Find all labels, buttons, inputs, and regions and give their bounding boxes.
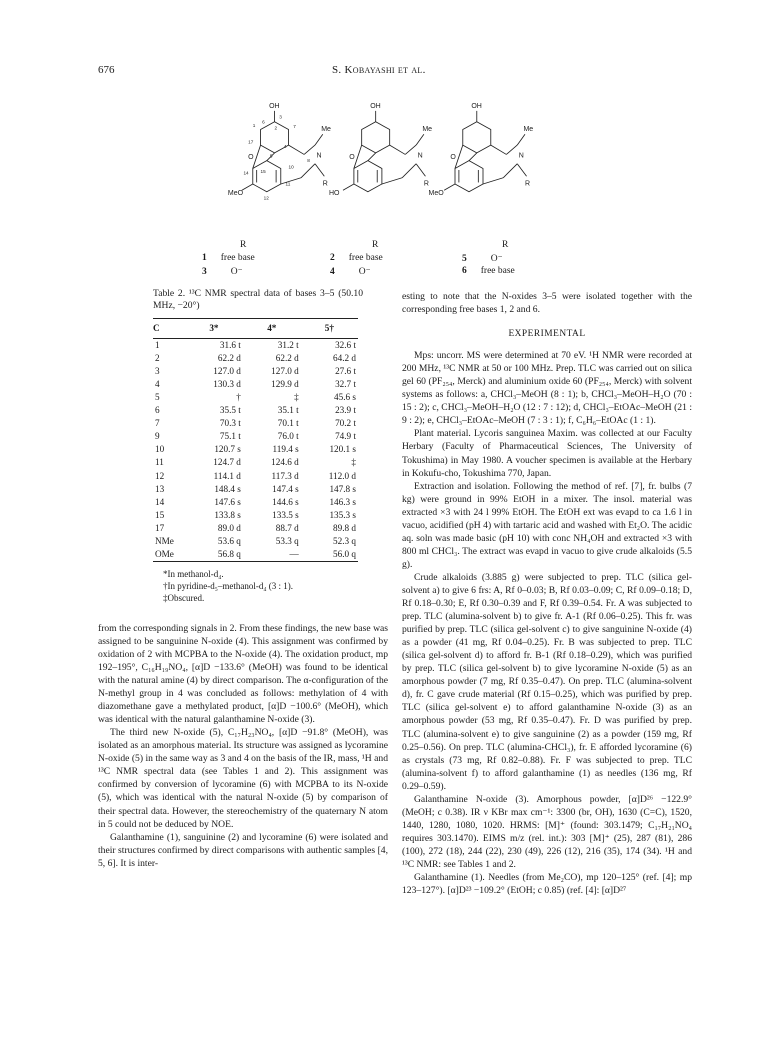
svg-text:11: 11 (285, 181, 291, 187)
table-row (153, 417, 358, 430)
table-row (153, 470, 358, 483)
table-cell: — (243, 548, 301, 562)
table-row (153, 352, 358, 365)
table-cell: 35.1 t (277, 405, 299, 416)
table-header: 3* (185, 319, 243, 339)
body-paragraph: Mps: uncorr. MS were determined at 70 eV. ¹H NMR were recorded at 200 MHz, ¹³C NMR at 50 or 100 MHz. Prep. TLC was carried out on silica gel 60 (PF₂₅₄, Merck) and aluminium oxide 60 (PF₂₅₄, Merck) with solvent systems as follows: a, CHCl₃–MeOH (8 : 1); b, CHCl₃–MeOH–H₂O (70 : 15 : 2); c, CHCl₃–MeOH–H₂O (12 : 7 : 12); d, CHCl₃–EtOAc–MeOH (21 : 9 : 2); e, CHCl₃–EtOAc–MeOH (7 : 3 : 1); f, C₆H₆–EtOAc (1 : 1). (402, 350, 692, 427)
table-footnotes (153, 568, 363, 604)
atom-label-n: N (316, 152, 322, 160)
atom-label-meo: MeO (227, 189, 244, 197)
table-cell: 70.1 t (277, 418, 299, 429)
table-cell: 12 (155, 470, 165, 481)
table-cell: 148.4 s (214, 483, 241, 494)
table-cell: 119.4 s (272, 444, 299, 455)
body-paragraph: Galanthamine (1). Needles (from Me₂CO), mp 120–125° (ref. [4]; mp 123–127°). [α]D²³ −109.2° (EtOH; c 0.85) (ref. [4]: [α]D²⁷ (402, 872, 692, 897)
body-paragraph: Crude alkaloids (3.885 g) were subjected to prep. TLC (silica gel-solvent a) to give 6 frs: A, Rf 0–0.03; B, Rf 0.03–0.09; C, Rf 0.09–0.18; D, Rf 0.18–0.30; E, Rf 0.30–0.39 and F, Rf 0.39–0.54. Fr. A was subjected to prep. TLC (alumina-solvent b) to give fr. A-1 (Rf 0.06–0.25). This fr. was purified by prep. TLC (silica gel-solvent c) to give sanguinine N-oxide (4) as a powder (41 mg, Rf 0.04–0.25). Fr. B was subjected to prep. TLC (silica gel-solvent d) to afford fr. B-1 (Rf 0.18–0.29), which was purified by prep. TLC (silica gel-solvent b) to give lycoramine N-oxide (5) as an amorphous powder (7 mg, Rf 0.35–0.47). On prep. TLC (alumina-solvent d), fr. C gave crude material (Rf 0.15–0.25), which was purified by prep. TLC (silica gel-solvent e) to afford galanthamine N-oxide (3) as an amorphous powder (53 mg, Rf 0.35–0.47). Fr. D was purified by prep. TLC (alumina-solvent e) to give sanguinine (2) as a powder (159 mg, Rf 0.25–0.56). On prep. TLC (alumina-CHCl₃), fr. E afforded lycoramine (6) as crystals (73 mg, Rf 0.82–0.88). Fr. F was subjected to prep. TLC (alumina-solvent f) to afford galanthamine (1) as needles (136 mg, Rf 0.29–0.59). (402, 571, 692, 792)
table-cell: 45.6 s (334, 392, 356, 403)
table-row (153, 456, 358, 469)
table-cell: † (236, 392, 241, 403)
atom-label-o: O (248, 154, 254, 162)
table-row (153, 496, 358, 509)
table-cell: 144.6 s (272, 496, 299, 507)
table-cell: 70.3 t (219, 418, 241, 429)
table-cell: 15 (155, 509, 165, 520)
svg-text:2: 2 (274, 125, 278, 131)
table-cell: 53.6 q (217, 535, 241, 546)
svg-text:8: 8 (307, 158, 310, 164)
svg-text:6: 6 (262, 119, 265, 125)
table-cell: 74.9 t (335, 431, 356, 442)
compound-label-3: 3 O⁻ (202, 267, 243, 277)
table-header: C (153, 319, 185, 339)
atom-label-meo: MeO (428, 189, 444, 197)
table-cell: 62.2 d (275, 353, 299, 364)
table-cell: 133.8 s (214, 509, 241, 520)
table-cell: NMe (155, 535, 174, 546)
atom-label-r: R (525, 180, 531, 188)
table-body (153, 339, 358, 562)
table-cell: ‡ (294, 392, 299, 403)
body-paragraph: from the corresponding signals in 2. From these findings, the new base was assigned to be sanguinine N-oxide (4). This assignment was confirmed by oxidation of 2 with MCPBA to the N-oxide (4). The oxidation product, mp 192–195°, C₁₆H₁₉NO₄, [α]D −133.6° (MeOH) was found to be identical with the natural amine (4) by direct comparison. The α-configuration of the N-methyl group in 4 was concluded as follows: methylation of 4 with diazomethane gave a methylated product, [α]D −100.6° (MeOH), which was identical with the natural galanthamine N-oxide (3). (98, 622, 388, 726)
table-cell: 147.4 s (272, 483, 299, 494)
atom-label-ho: HO (329, 189, 340, 197)
atom-label-r: R (322, 180, 328, 188)
structure-2-r: R (372, 240, 379, 250)
table-cell: 10 (155, 444, 165, 455)
chemical-structures-figure (185, 100, 585, 240)
table-cell: 11 (155, 457, 164, 468)
table-cell: 13 (155, 483, 165, 494)
table-caption: Table 2. ¹³C NMR spectral data of bases 3–5 (50.10 MHz, −20°) (153, 288, 363, 311)
table-cell: 76.0 t (277, 431, 299, 442)
table-cell: 124.7 d (213, 457, 241, 468)
section-heading: EXPERIMENTAL (508, 329, 586, 340)
compound-label-2: 2 free base (330, 253, 383, 263)
table-cell: 6 (155, 405, 160, 416)
table-cell: 89.0 d (217, 522, 241, 533)
left-column (98, 288, 388, 870)
table-row (153, 339, 358, 353)
atom-label-oh: OH (370, 102, 381, 110)
svg-text:15: 15 (260, 169, 266, 175)
table-cell: 31.6 t (219, 340, 241, 351)
table-cell: 89.8 d (333, 522, 356, 533)
body-paragraph: Galanthamine N-oxide (3). Amorphous powder, [α]D²⁶ −122.9° (MeOH; c 0.38). IR ν KBr max cm⁻¹: 3300 (br, OH), 1630 (C=C), 1520, 1440, 1280, 1080, 1020. HRMS: [M]⁺ (found: 303.1479; C₁₇H₂₁NO₄ requires 303.1470). EIMS m/z (rel. int.): 303 [M]⁺ (25), 287 (81), 286 (100), 272 (18), 244 (22), 230 (49), 226 (12), 216 (35), 174 (34). ¹H and ¹³C NMR: see Tables 1 and 2. (402, 793, 692, 870)
table-cell: 2 (155, 353, 160, 364)
table-row (153, 443, 358, 456)
svg-text:10: 10 (288, 164, 294, 170)
running-title: S. Kobayashi et al. (332, 64, 426, 76)
table-cell: 35.5 t (219, 405, 241, 416)
structure-1-r: R (240, 240, 247, 250)
table-cell: 1 (155, 340, 160, 351)
table-cell: 9 (155, 431, 160, 442)
atom-label-me: Me (523, 126, 534, 134)
table-cell: 27.6 t (335, 366, 356, 377)
table-cell: 32.6 t (335, 340, 356, 351)
table-cell: 112.0 d (328, 470, 356, 481)
table-cell: 135.3 s (329, 509, 356, 520)
svg-text:3: 3 (279, 114, 282, 120)
svg-text:7: 7 (293, 124, 296, 129)
footnote: †In pyridine-d₅–methanol-d₄ (3 : 1). (163, 580, 293, 591)
table-row (153, 365, 358, 378)
table-row (153, 483, 358, 496)
page-number: 676 (98, 64, 115, 76)
table-row (153, 548, 358, 562)
table-row (153, 404, 358, 417)
table-row (153, 378, 358, 391)
table-cell: 75.1 t (219, 431, 241, 442)
table-cell: ‡ (351, 457, 356, 468)
table-cell: 120.1 s (329, 444, 356, 455)
body-paragraph: esting to note that the N-oxides 3–5 were isolated together with the corresponding free bases 1, 2 and 6. (402, 291, 692, 316)
footnote: *In methanol-d₄. (163, 568, 224, 579)
table-cell: 133.5 s (272, 509, 299, 520)
table-cell: 14 (155, 496, 165, 507)
svg-text:5: 5 (269, 153, 273, 159)
table-cell: 62.2 d (217, 353, 241, 364)
atom-label-oh: OH (269, 102, 280, 110)
svg-text:12: 12 (263, 195, 269, 201)
structure-3-r: R (502, 240, 509, 250)
table-row (153, 522, 358, 535)
table-cell: 53.3 q (275, 535, 299, 546)
compound-label-1: 1 free base (202, 253, 255, 263)
atom-label-oh: OH (471, 102, 482, 110)
structure-3 (444, 111, 526, 192)
table-cell: 5 (155, 392, 160, 403)
table-cell: 70.2 t (335, 418, 356, 429)
table-cell: 130.3 d (213, 379, 241, 390)
atom-label-o: O (349, 154, 355, 162)
table-cell: 56.8 q (185, 548, 243, 562)
table-header: 4* (243, 319, 301, 339)
table-row (153, 535, 358, 548)
body-paragraph: Plant material. Lycoris sanguinea Maxim. was collected at our Faculty Herbary (Faculty of Pharmaceutical Sciences, The University of Tokushima) in May 1980. A voucher specimen is available at the Herbary in Kokufu-cho, Tokushima 770, Japan. (402, 428, 692, 479)
table-cell: 32.7 t (335, 379, 356, 390)
table-header: 5† (301, 319, 358, 339)
table-cell: 3 (155, 366, 160, 377)
table-cell: 147.8 s (329, 483, 356, 494)
table-cell: 17 (155, 522, 165, 533)
right-column (402, 290, 692, 897)
table-row (153, 509, 358, 522)
table-cell: 146.3 s (329, 496, 356, 507)
body-paragraph: Extraction and isolation. Following the method of ref. [7], fr. bulbs (7 kg) were ground in 99% EtOH in a mixer. The insol. material was extracted ×3 with 24 l 99% EtOH. The EtOH ext was evapd to ca 1.6 l in vacuo, acidified (pH 4) with tartaric acid and washed with Et₂O. The acidic aq. soln was made basic (pH 10) with conc NH₄OH and extracted ×3 with 800 ml CHCl₃. The extract was evapd in vacuo to give crude alkaloids (5.5 g). (402, 480, 692, 570)
structure-2 (343, 111, 425, 192)
table-cell: 64.2 d (333, 353, 356, 364)
atom-label-me: Me (321, 126, 331, 134)
table-cell: 117.3 d (271, 470, 299, 481)
atom-label-r: R (423, 180, 429, 188)
table-row (153, 391, 358, 404)
svg-text:1: 1 (252, 123, 256, 129)
body-paragraph: Galanthamine (1), sanguinine (2) and lycoramine (6) were isolated and their structures confirmed by direct comparisons with authentic samples [4, 5, 6]. It is inter- (98, 831, 388, 869)
compound-label-6: 6 free base (462, 266, 515, 276)
table-cell: 23.9 t (335, 405, 356, 416)
atom-label-me: Me (422, 126, 433, 134)
table-cell: OMe (153, 548, 185, 562)
table-row (153, 430, 358, 443)
compound-label-4: 4 O⁻ (330, 267, 371, 277)
table-cell: 7 (155, 418, 160, 429)
table-cell: 127.0 d (271, 366, 299, 377)
table-cell: 127.0 d (213, 366, 241, 377)
table-cell: 4 (155, 379, 160, 390)
table-cell: 114.1 d (213, 470, 241, 481)
table-cell: 52.3 q (333, 535, 356, 546)
body-paragraph: The third new N-oxide (5), C₁₇H₂₃NO₄, [α]D −91.8° (MeOH), was isolated as an amorphous material. Its structure was assigned as lycoramine N-oxide (5) in the same way as 3 and 4 on the basis of the IR, mass, ¹H and ¹³C NMR spectral data (see Tables 1 and 2). This assignment was confirmed by conversion of lycoramine (6) with MCPBA to its N-oxide (5), which was identical with the natural N-oxide (5) by comparison of their spectral data. However, the stereochemistry of the quaternary N atom in 5 could not be deduced by NOE. (98, 727, 388, 830)
table-cell: 129.9 d (271, 379, 299, 390)
table-cell: 147.6 s (214, 496, 241, 507)
compound-label-5: 5 O⁻ (462, 254, 503, 264)
table-header-row (153, 319, 358, 339)
nmr-table (153, 318, 358, 562)
atom-label-o: O (450, 154, 456, 162)
atom-label-n: N (417, 152, 423, 160)
table-cell: 88.7 d (275, 522, 299, 533)
atom-label-n: N (518, 152, 524, 160)
svg-text:17: 17 (248, 139, 254, 145)
footnote: ‡Obscured. (163, 592, 205, 603)
table-cell: 56.0 q (301, 548, 358, 562)
svg-text:4: 4 (283, 144, 287, 150)
svg-text:14: 14 (243, 170, 249, 176)
table-cell: 124.6 d (271, 457, 299, 468)
table-cell: 31.2 t (277, 340, 299, 351)
table-cell: 120.7 s (214, 444, 241, 455)
